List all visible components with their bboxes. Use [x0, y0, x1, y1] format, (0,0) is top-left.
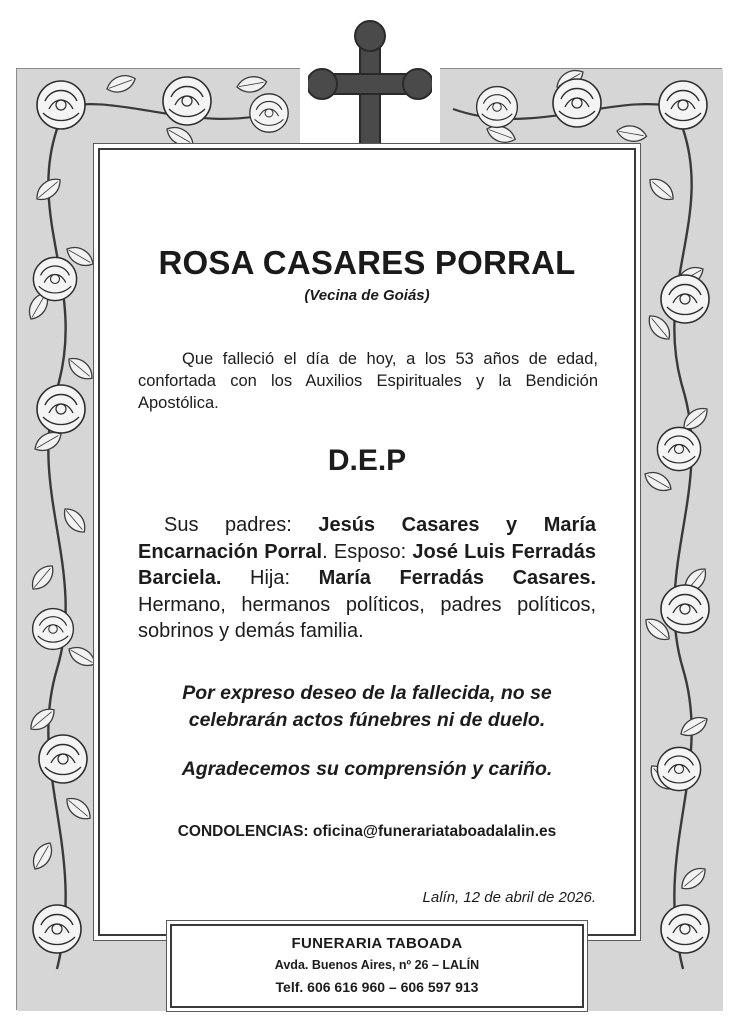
funeral-wish-line: Por expreso deseo de la fallecida, no se	[182, 682, 552, 704]
funeral-wish	[98, 680, 636, 734]
family-paragraph	[138, 512, 596, 645]
daughter-name: María Ferradás Casares.	[318, 567, 597, 589]
thanks-line: Agradecemos su comprensión y cariño.	[181, 758, 553, 780]
family-text: . Esposo:	[322, 540, 413, 563]
funeral-home-phone: Telf. 606 616 960 – 606 597 913	[275, 979, 479, 995]
condolences-email: CONDOLENCIAS: oficina@funerariataboadalalin.es	[177, 823, 557, 840]
funeral-home-box	[170, 924, 584, 1008]
notice-date: Lalín, 12 de abril de 2026.	[422, 889, 596, 906]
parents-names: Jesús Casares y María Encarnación Porral	[138, 514, 596, 563]
spouse-name: José Luis Ferradás Barciela.	[138, 540, 597, 589]
death-announcement: Que falleció el día de hoy, a los 53 años de edad, confortada con los Auxilios Espirituales y la Bendición Apostólica.	[138, 350, 598, 412]
deceased-name: ROSA CASARES PORRAL	[158, 244, 576, 281]
rest-in-peace: D.E.P	[327, 444, 407, 477]
family-text: Hija:	[221, 567, 319, 589]
family-text: Sus padres:	[164, 514, 319, 536]
funeral-home-address: Avda. Buenos Aires, nº 26 – LALÍN	[274, 958, 480, 972]
deceased-residence: (Vecina de Goiás)	[304, 287, 430, 304]
family-text: Hermano, hermanos políticos, padres políticos, sobrinos y demás familia.	[138, 593, 596, 642]
funeral-home-name: FUNERARIA TABOADA	[291, 935, 463, 952]
funeral-wish-line: celebrarán actos fúnebres ni de duelo.	[188, 709, 546, 731]
